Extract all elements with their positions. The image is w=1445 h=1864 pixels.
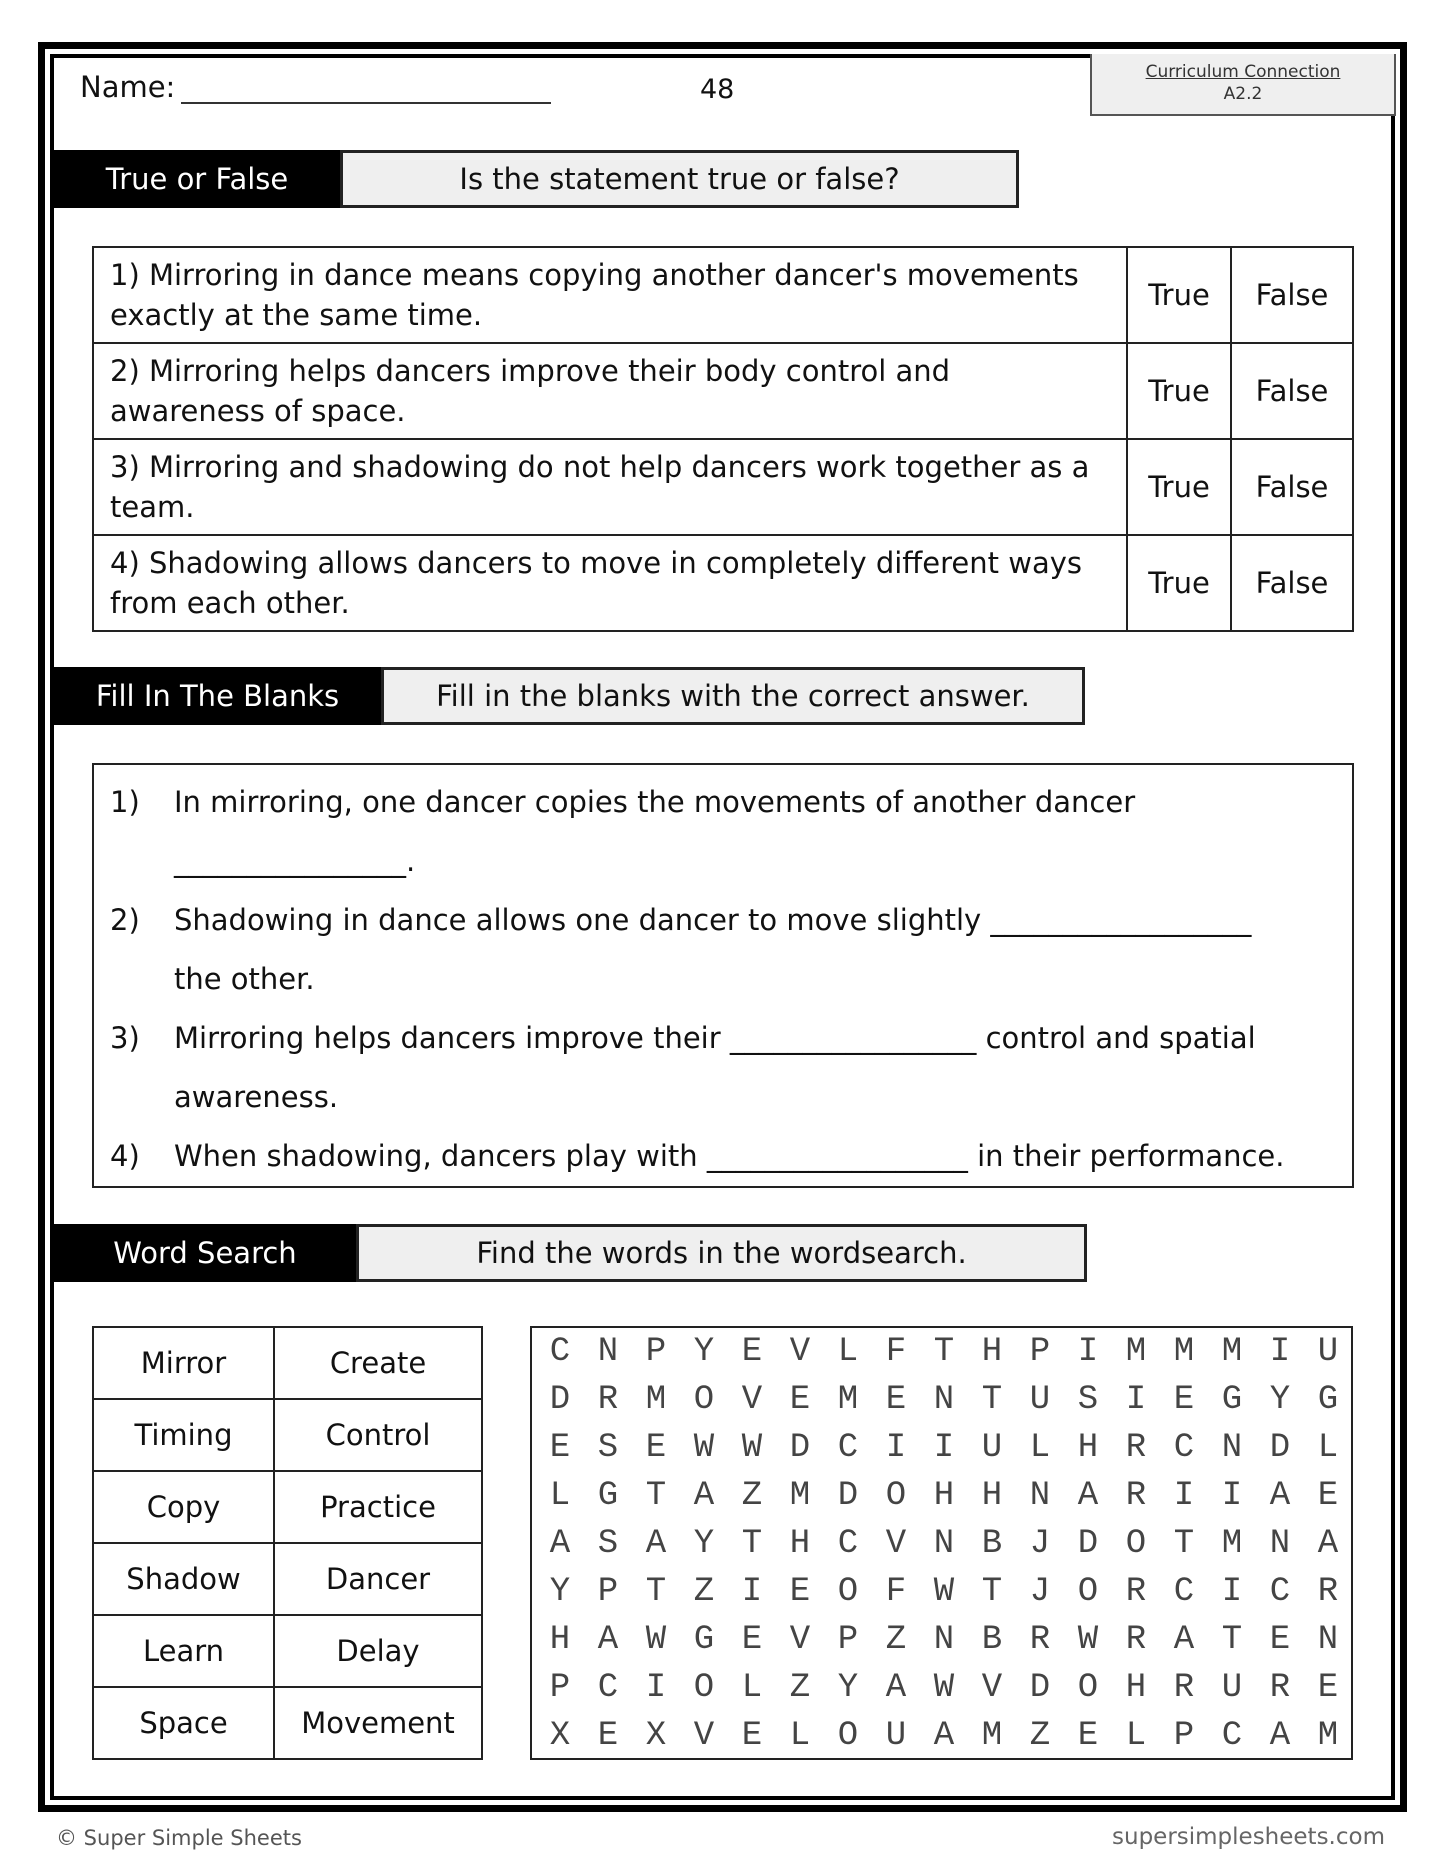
grid-letter[interactable]: E [885, 1381, 907, 1419]
grid-letter[interactable]: D [1029, 1669, 1051, 1707]
grid-letter[interactable]: M [837, 1381, 859, 1419]
grid-letter[interactable]: R [597, 1381, 619, 1419]
grid-letter[interactable]: C [1173, 1573, 1195, 1611]
grid-letter[interactable]: V [693, 1717, 715, 1755]
grid-letter[interactable]: M [645, 1381, 667, 1419]
item-text-cont: awareness. [174, 1080, 339, 1114]
grid-letter[interactable]: C [597, 1669, 619, 1707]
grid-row [536, 1568, 1352, 1616]
grid-row [536, 1424, 1352, 1472]
grid-letter[interactable]: C [1221, 1717, 1243, 1755]
grid-letter[interactable]: P [597, 1573, 619, 1611]
grid-letter[interactable]: E [549, 1429, 571, 1467]
word-search-grid [530, 1326, 1353, 1760]
grid-letter[interactable]: L [549, 1477, 571, 1515]
grid-letter[interactable]: X [645, 1717, 667, 1755]
grid-letter[interactable]: L [837, 1333, 859, 1371]
grid-letter[interactable]: D [837, 1477, 859, 1515]
section-title: Fill In The Blanks [54, 667, 381, 725]
word-cell: Movement [274, 1687, 482, 1759]
statement: 4) Shadowing allows dancers to move in completely different ways from each other. [93, 535, 1127, 631]
grid-letter[interactable]: U [981, 1429, 1003, 1467]
grid-letter[interactable]: A [1173, 1621, 1195, 1659]
item-blank[interactable]: ________________. [174, 844, 416, 878]
table-row [93, 1399, 482, 1471]
grid-letter[interactable]: O [837, 1573, 859, 1611]
grid-letter[interactable]: B [981, 1525, 1003, 1563]
grid-letter[interactable]: Y [693, 1333, 715, 1371]
grid-letter[interactable]: I [645, 1669, 667, 1707]
grid-letter[interactable]: O [693, 1381, 715, 1419]
grid-letter[interactable]: R [1317, 1573, 1339, 1611]
grid-letter[interactable]: I [885, 1429, 907, 1467]
curriculum-box [1090, 54, 1396, 116]
word-cell: Space [93, 1687, 274, 1759]
word-cell: Shadow [93, 1543, 274, 1615]
item-text: When shadowing, dancers play with __________________ in their performance. [174, 1139, 1285, 1173]
false-option[interactable]: False [1231, 439, 1353, 535]
item-number: 3) [110, 1021, 140, 1055]
section-title: True or False [54, 150, 340, 208]
grid-letter[interactable]: U [1221, 1669, 1243, 1707]
grid-letter[interactable]: N [1317, 1621, 1339, 1659]
true-false-table [92, 246, 1354, 632]
grid-letter[interactable]: I [1221, 1573, 1243, 1611]
grid-letter[interactable]: Y [1269, 1381, 1291, 1419]
grid-letter[interactable]: D [549, 1381, 571, 1419]
grid-letter[interactable]: A [1269, 1717, 1291, 1755]
grid-letter[interactable]: P [837, 1621, 859, 1659]
grid-letter[interactable]: T [1221, 1621, 1243, 1659]
grid-letter[interactable]: I [1125, 1381, 1147, 1419]
grid-letter[interactable]: P [1173, 1717, 1195, 1755]
grid-letter[interactable]: I [1221, 1477, 1243, 1515]
grid-letter[interactable]: C [549, 1333, 571, 1371]
grid-letter[interactable]: N [1029, 1477, 1051, 1515]
grid-letter[interactable]: M [981, 1717, 1003, 1755]
grid-letter[interactable]: S [597, 1429, 619, 1467]
grid-letter[interactable]: R [1269, 1669, 1291, 1707]
grid-letter[interactable]: E [1269, 1621, 1291, 1659]
grid-row [536, 1376, 1352, 1424]
grid-letter[interactable]: I [741, 1573, 763, 1611]
word-cell: Practice [274, 1471, 482, 1543]
grid-letter[interactable]: H [981, 1477, 1003, 1515]
grid-letter[interactable]: H [933, 1477, 955, 1515]
grid-row [536, 1616, 1352, 1664]
word-list-table [92, 1326, 483, 1760]
grid-letter[interactable]: T [981, 1381, 1003, 1419]
grid-letter[interactable]: L [1029, 1429, 1051, 1467]
table-row [93, 1471, 482, 1543]
grid-letter[interactable]: M [1221, 1333, 1243, 1371]
grid-letter[interactable]: A [885, 1669, 907, 1707]
grid-row [536, 1520, 1352, 1568]
table-row [93, 1687, 482, 1759]
word-cell: Dancer [274, 1543, 482, 1615]
grid-letter[interactable]: H [981, 1333, 1003, 1371]
grid-letter[interactable]: A [693, 1477, 715, 1515]
true-false-header [54, 150, 1019, 208]
grid-letter[interactable]: E [645, 1429, 667, 1467]
grid-letter[interactable]: R [1173, 1669, 1195, 1707]
grid-letter[interactable]: H [789, 1525, 811, 1563]
grid-letter[interactable]: T [645, 1573, 667, 1611]
grid-letter[interactable]: R [1029, 1621, 1051, 1659]
grid-letter[interactable]: W [933, 1573, 955, 1611]
table-row [93, 1543, 482, 1615]
grid-letter[interactable]: P [1029, 1333, 1051, 1371]
grid-letter[interactable]: V [981, 1669, 1003, 1707]
grid-letter[interactable]: Z [1029, 1717, 1051, 1755]
grid-letter[interactable]: R [1125, 1429, 1147, 1467]
word-cell: Mirror [93, 1327, 274, 1399]
grid-letter[interactable]: F [885, 1573, 907, 1611]
grid-letter[interactable]: O [1077, 1669, 1099, 1707]
grid-letter[interactable]: A [933, 1717, 955, 1755]
grid-letter[interactable]: N [933, 1621, 955, 1659]
grid-letter[interactable]: J [1029, 1573, 1051, 1611]
grid-letter[interactable]: C [1173, 1429, 1195, 1467]
grid-letter[interactable]: D [789, 1429, 811, 1467]
word-cell: Copy [93, 1471, 274, 1543]
table-row [93, 439, 1353, 535]
grid-letter[interactable]: E [1077, 1717, 1099, 1755]
grid-letter[interactable]: Y [549, 1573, 571, 1611]
true-option[interactable]: True [1127, 343, 1231, 439]
grid-row [536, 1472, 1352, 1520]
grid-letter[interactable]: I [1077, 1333, 1099, 1371]
item-number: 4) [110, 1139, 140, 1173]
grid-letter[interactable]: N [597, 1333, 619, 1371]
grid-letter[interactable]: T [741, 1525, 763, 1563]
grid-letter[interactable]: D [1077, 1525, 1099, 1563]
grid-letter[interactable]: Z [741, 1477, 763, 1515]
item-text: In mirroring, one dancer copies the movements of another dancer [174, 785, 1136, 819]
true-option[interactable]: True [1127, 439, 1231, 535]
grid-letter[interactable]: G [1317, 1381, 1339, 1419]
table-row [93, 1327, 482, 1399]
grid-letter[interactable]: Z [693, 1573, 715, 1611]
curriculum-title: Curriculum Connection [1145, 62, 1341, 82]
grid-letter[interactable]: O [693, 1669, 715, 1707]
grid-letter[interactable]: C [837, 1429, 859, 1467]
grid-letter[interactable]: N [1221, 1429, 1243, 1467]
grid-letter[interactable]: N [933, 1525, 955, 1563]
grid-letter[interactable]: A [1269, 1477, 1291, 1515]
grid-letter[interactable]: E [741, 1717, 763, 1755]
grid-letter[interactable]: C [837, 1525, 859, 1563]
grid-letter[interactable]: E [741, 1621, 763, 1659]
curriculum-code: A2.2 [1223, 84, 1263, 104]
true-option[interactable]: True [1127, 247, 1231, 343]
website-link[interactable]: supersimplesheets.com [1112, 1824, 1385, 1850]
grid-letter[interactable]: A [1077, 1477, 1099, 1515]
item-text-cont: the other. [174, 962, 315, 996]
grid-letter[interactable]: A [1317, 1525, 1339, 1563]
grid-letter[interactable]: N [933, 1381, 955, 1419]
item-number: 2) [110, 903, 140, 937]
grid-letter[interactable]: E [789, 1381, 811, 1419]
grid-letter[interactable]: U [885, 1717, 907, 1755]
grid-letter[interactable]: G [693, 1621, 715, 1659]
grid-letter[interactable]: A [597, 1621, 619, 1659]
grid-letter[interactable]: Y [693, 1525, 715, 1563]
grid-letter[interactable]: O [1077, 1573, 1099, 1611]
grid-letter[interactable]: E [1317, 1669, 1339, 1707]
word-cell: Timing [93, 1399, 274, 1471]
section-instruction: Is the statement true or false? [340, 150, 1019, 208]
section-instruction: Find the words in the wordsearch. [356, 1224, 1087, 1282]
grid-letter[interactable]: O [1125, 1525, 1147, 1563]
grid-letter[interactable]: E [1317, 1477, 1339, 1515]
false-option[interactable]: False [1231, 535, 1353, 631]
grid-letter[interactable]: T [1173, 1525, 1195, 1563]
grid-letter[interactable]: E [741, 1333, 763, 1371]
grid-letter[interactable]: H [1077, 1429, 1099, 1467]
grid-letter[interactable]: T [981, 1573, 1003, 1611]
page-number: 48 [700, 74, 735, 105]
grid-letter[interactable]: P [549, 1669, 571, 1707]
grid-letter[interactable]: T [933, 1333, 955, 1371]
grid-row [536, 1664, 1352, 1712]
grid-letter[interactable]: U [1029, 1381, 1051, 1419]
grid-letter[interactable]: V [885, 1525, 907, 1563]
grid-letter[interactable]: D [1269, 1429, 1291, 1467]
grid-row [536, 1712, 1352, 1760]
word-cell: Learn [93, 1615, 274, 1687]
grid-letter[interactable]: C [1269, 1573, 1291, 1611]
grid-letter[interactable]: T [645, 1477, 667, 1515]
grid-letter[interactable]: Z [789, 1669, 811, 1707]
word-search-header [54, 1224, 1087, 1282]
grid-letter[interactable]: Y [837, 1669, 859, 1707]
grid-letter[interactable]: S [597, 1525, 619, 1563]
grid-letter[interactable]: S [1077, 1381, 1099, 1419]
true-option[interactable]: True [1127, 535, 1231, 631]
grid-letter[interactable]: G [1221, 1381, 1243, 1419]
grid-letter[interactable]: N [1269, 1525, 1291, 1563]
grid-letter[interactable]: R [1125, 1573, 1147, 1611]
grid-letter[interactable]: Z [885, 1621, 907, 1659]
grid-letter[interactable]: I [1269, 1333, 1291, 1371]
grid-letter[interactable]: G [597, 1477, 619, 1515]
grid-letter[interactable]: P [645, 1333, 667, 1371]
copyright: © Super Simple Sheets [56, 1826, 302, 1850]
grid-letter[interactable]: H [1125, 1669, 1147, 1707]
section-title: Word Search [54, 1224, 356, 1282]
grid-letter[interactable]: A [549, 1525, 571, 1563]
name-blank-line[interactable] [181, 72, 551, 104]
word-cell: Create [274, 1327, 482, 1399]
grid-letter[interactable]: W [933, 1669, 955, 1707]
grid-letter[interactable]: W [1077, 1621, 1099, 1659]
grid-letter[interactable]: M [1173, 1333, 1195, 1371]
grid-letter[interactable]: F [885, 1333, 907, 1371]
table-row [93, 535, 1353, 631]
grid-letter[interactable]: X [549, 1717, 571, 1755]
grid-letter[interactable]: L [1317, 1429, 1339, 1467]
grid-letter[interactable]: H [549, 1621, 571, 1659]
grid-letter[interactable]: R [1125, 1621, 1147, 1659]
grid-letter[interactable]: L [789, 1717, 811, 1755]
word-cell: Control [274, 1399, 482, 1471]
statement: 1) Mirroring in dance means copying another dancer's movements exactly at the same time. [93, 247, 1127, 343]
grid-letter[interactable]: V [789, 1621, 811, 1659]
item-text: Shadowing in dance allows one dancer to move slightly __________________ [174, 903, 1252, 937]
grid-letter[interactable]: A [645, 1525, 667, 1563]
grid-letter[interactable]: E [597, 1717, 619, 1755]
grid-letter[interactable]: J [1029, 1525, 1051, 1563]
statement: 3) Mirroring and shadowing do not help dancers work together as a team. [93, 439, 1127, 535]
grid-letter[interactable]: W [693, 1429, 715, 1467]
table-row [93, 247, 1353, 343]
table-row [93, 343, 1353, 439]
grid-letter[interactable]: L [1125, 1717, 1147, 1755]
grid-letter[interactable]: M [1125, 1333, 1147, 1371]
item-number: 1) [110, 785, 140, 819]
grid-letter[interactable]: W [645, 1621, 667, 1659]
grid-letter[interactable]: U [1317, 1333, 1339, 1371]
false-option[interactable]: False [1231, 343, 1353, 439]
grid-letter[interactable]: B [981, 1621, 1003, 1659]
grid-letter[interactable]: L [741, 1669, 763, 1707]
fill-blanks-box [92, 763, 1354, 1188]
grid-letter[interactable]: O [837, 1717, 859, 1755]
statement: 2) Mirroring helps dancers improve their body control and awareness of space. [93, 343, 1127, 439]
grid-letter[interactable]: M [1221, 1525, 1243, 1563]
word-cell: Delay [274, 1615, 482, 1687]
name-field[interactable] [80, 70, 551, 104]
grid-letter[interactable]: W [741, 1429, 763, 1467]
grid-letter[interactable]: V [789, 1333, 811, 1371]
grid-row [536, 1328, 1352, 1376]
grid-letter[interactable]: E [1173, 1381, 1195, 1419]
grid-letter[interactable]: R [1125, 1477, 1147, 1515]
grid-letter[interactable]: M [789, 1477, 811, 1515]
grid-letter[interactable]: O [885, 1477, 907, 1515]
grid-letter[interactable]: V [741, 1381, 763, 1419]
section-instruction: Fill in the blanks with the correct answer. [381, 667, 1085, 725]
false-option[interactable]: False [1231, 247, 1353, 343]
name-label: Name: [80, 70, 176, 104]
item-text: Mirroring helps dancers improve their _________________ control and spatial [174, 1021, 1256, 1055]
grid-letter[interactable]: M [1317, 1717, 1339, 1755]
table-row [93, 1615, 482, 1687]
grid-letter[interactable]: E [789, 1573, 811, 1611]
grid-letter[interactable]: I [1173, 1477, 1195, 1515]
grid-letter[interactable]: I [933, 1429, 955, 1467]
fill-blanks-header [54, 667, 1085, 725]
